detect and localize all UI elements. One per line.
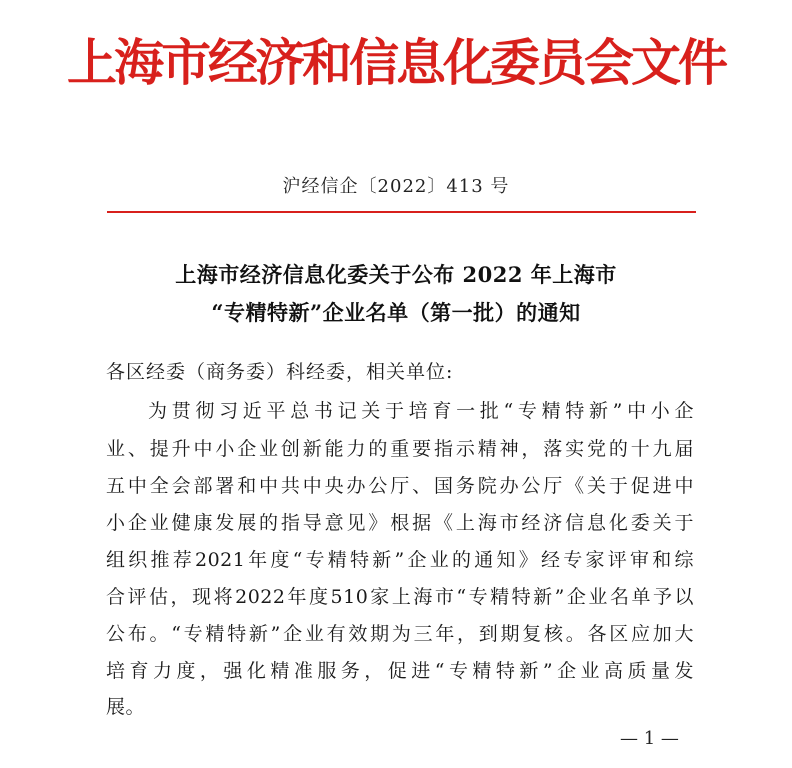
body-line: 为贯彻习近平总书记关于培育一批“专精特新”中小企	[148, 400, 694, 422]
body-line: 展。	[106, 696, 146, 718]
salutation: 各区经委（商务委）科经委，相关单位:	[106, 361, 454, 383]
letterhead-title: 上海市经济和信息化委员会文件	[67, 33, 725, 92]
body-line: 培育力度，强化精准服务，促进“专精特新”企业高质量发	[106, 660, 694, 682]
body-line: 业、提升中小企业创新能力的重要指示精神，落实党的十九届	[106, 438, 694, 460]
document-number: 沪经信企〔2022〕413 号	[282, 176, 510, 197]
body-line: 小企业健康发展的指导意见》根据《上海市经济信息化委关于	[106, 512, 694, 534]
red-divider	[107, 211, 696, 213]
page-number: — 1 —	[620, 728, 679, 749]
body-line: 合评估，现将2022年度510家上海市“专精特新”企业名单予以	[106, 586, 694, 608]
body-line: 组织推荐2021年度“专精特新”企业的通知》经专家评审和综	[106, 549, 694, 571]
notice-title-line-2: “专精特新”企业名单（第一批）的通知	[211, 300, 581, 325]
notice-title-line-1: 上海市经济信息化委关于公布 2022 年上海市	[175, 262, 617, 287]
body-line: 公布。“专精特新”企业有效期为三年，到期复核。各区应加大	[106, 623, 694, 645]
body-line: 五中全会部署和中共中央办公厅、国务院办公厅《关于促进中	[106, 475, 694, 497]
